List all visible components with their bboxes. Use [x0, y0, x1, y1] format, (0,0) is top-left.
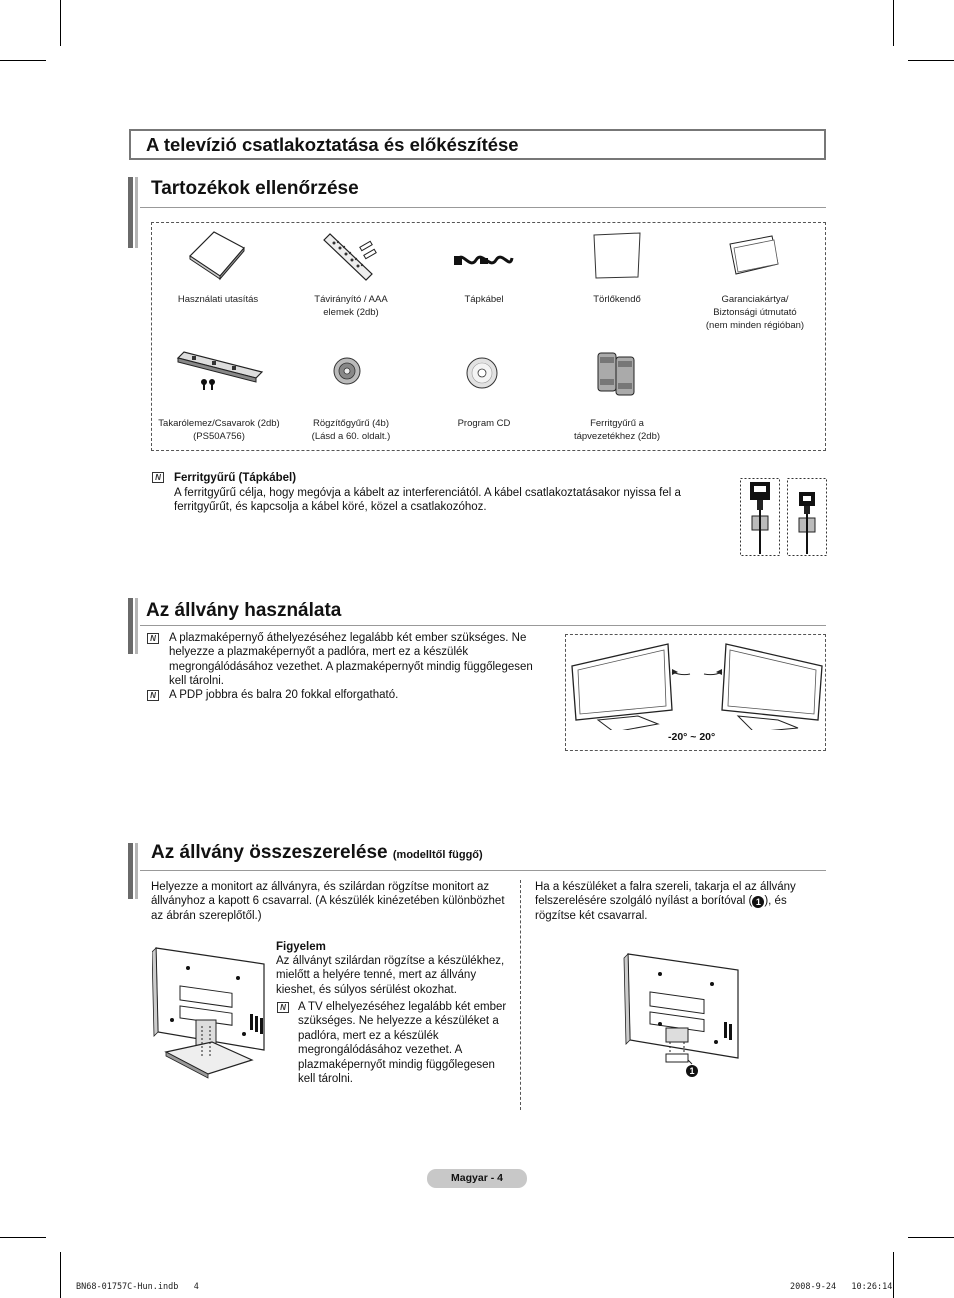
accessory-label: Program CD: [457, 418, 511, 429]
note-icon: N: [147, 690, 159, 701]
accessory-label: Tápkábel: [464, 294, 504, 305]
footer-file-info: BN68-01757C-Hun.indb 4: [76, 1282, 199, 1292]
section-divider: [140, 870, 826, 871]
stand-use-title: Az állvány használata: [146, 600, 342, 621]
accessories-title: Tartozékok ellenőrzése: [151, 178, 359, 199]
crop-mark: [908, 1237, 954, 1238]
tv-back-with-stand-illustration: [152, 944, 270, 1084]
note-icon: N: [147, 633, 159, 644]
stand-use-note: A PDP jobbra és balra 20 fokkal elforgatható.: [169, 689, 399, 701]
remote-control-icon: [320, 230, 380, 285]
caution-title: Figyelem: [276, 941, 326, 953]
ferrite-plug-illustration: [740, 478, 780, 556]
main-title: A televízió csatlakoztatása és előkészítése: [129, 129, 826, 160]
stand-use-note: A plazmaképernyő áthelyezéséhez legalább két ember szükséges. Ne helyezze a plazmaképernyőt a padlóra, mert ez a készülék megrongálódásához vezethet. A plazmaképernyőt mindig függőlegesen kell tárolni.: [169, 632, 533, 688]
program-cd-icon: [465, 356, 499, 390]
ferrite-core-icon: [594, 349, 638, 399]
footer-timestamp: 2008-9-24 10:26:14: [790, 1282, 893, 1292]
section-marker: [128, 598, 140, 654]
cleaning-cloth-icon: [590, 231, 644, 281]
column-divider: [520, 880, 521, 1110]
note-icon: N: [152, 472, 164, 483]
swivel-angle-label: -20° ~ 20°: [668, 731, 716, 743]
note-icon: N: [277, 1002, 289, 1013]
swivel-illustration: [568, 636, 824, 730]
accessory-label: Használati utasítás: [177, 294, 259, 305]
assembly-instruction: Helyezze a monitort az állványra, és szilárdan rögzítse monitort az állványhoz a kapott 6 csavarral. (A készülék kinézetében különbözhet az ábrán szereplőtől.): [151, 881, 505, 922]
manual-icon: [186, 228, 248, 282]
tv-back-wall-mount-illustration: [622, 950, 744, 1074]
crop-mark: [60, 0, 61, 46]
accessory-label: Törlőkendő: [593, 294, 641, 305]
wall-mount-instruction: Ha a készüléket a falra szereli, takarja el az állvány felszerelésére szolgáló nyílást a borítóval ( 1 ), és rögzítse két csavarral.: [535, 881, 796, 922]
accessory-label: Rögzítőgyűrű (4b) (Lásd a 60. oldalt.): [311, 418, 391, 442]
power-cable-icon: [452, 246, 516, 276]
section-marker: [128, 843, 140, 899]
ferrite-plug-illustration: [787, 478, 827, 556]
accessory-label: Garanciakártya/ Biztonsági útmutató (nem minden régióban): [705, 294, 805, 331]
ferrite-note-text: A ferritgyűrű célja, hogy megóvja a kábelt az interferenciától. A kábel csatlakoztatásakor nyissa fel a ferritgyűrűt, és kapcsolja a kábel köré, közel a csatlakozóhoz.: [174, 487, 681, 514]
crop-mark: [0, 1237, 46, 1238]
crop-mark: [0, 60, 46, 61]
warranty-card-icon: [728, 234, 782, 278]
cover-screws-icon: [172, 346, 266, 392]
holder-ring-icon: [330, 354, 364, 388]
crop-mark: [893, 0, 894, 46]
caution-text: Az állványt szilárdan rögzítse a készülékhez, mielőtt a helyére tenné, mert az állvány kieshet, és súlyos sérülést okozhat.: [276, 955, 505, 996]
ferrite-note-title: Ferritgyűrű (Tápkábel): [174, 472, 297, 484]
caution-note: A TV elhelyezéséhez legalább két ember szükséges. Ne helyezze a készüléket a padlóra, mert ez a készülék megrongálódásához vezethet. A plazmaképernyőt mindig függőlegesen kell tárolni.: [298, 1001, 507, 1086]
crop-mark: [60, 1252, 61, 1298]
accessory-label: Távirányító / AAA elemek (2db): [314, 294, 388, 318]
callout-number: 1: [686, 1060, 698, 1078]
section-divider: [140, 207, 826, 208]
accessory-label: Takarólemez/Csavarok (2db) (PS50A756): [158, 418, 280, 442]
crop-mark: [893, 1252, 894, 1298]
section-divider: [140, 625, 826, 626]
accessory-label: Ferritgyűrű a tápvezetékhez (2db): [573, 418, 661, 442]
stand-assembly-title: Az állvány összeszerelése (modelltől függő): [151, 842, 483, 863]
page-number-badge: Magyar - 4: [427, 1169, 527, 1188]
crop-mark: [908, 60, 954, 61]
section-marker: [128, 177, 140, 248]
